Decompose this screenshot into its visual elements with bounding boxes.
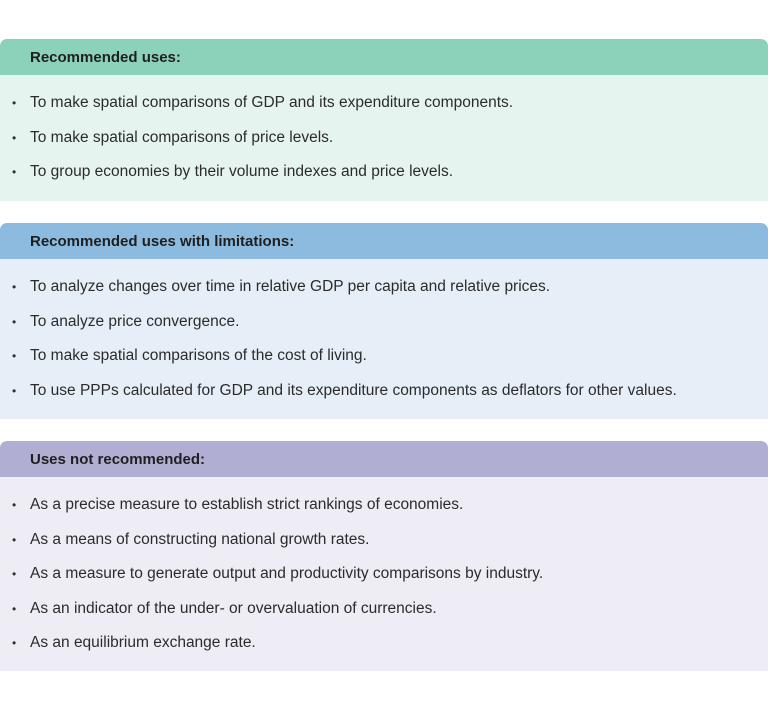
list-item (0, 626, 768, 661)
recommended-uses-panel (0, 39, 768, 201)
list-item (0, 374, 768, 409)
list-item-text: To use PPPs calculated for GDP and its expenditure components as deflators for other values. (30, 381, 677, 399)
bullet-icon: • (12, 165, 17, 180)
bullet-icon: • (12, 383, 17, 398)
list-item-text: To make spatial comparisons of price levels. (30, 128, 334, 146)
recommended-uses-header (0, 39, 768, 75)
list-item (0, 305, 768, 340)
list-item-text: To analyze changes over time in relative GDP per capita and relative prices. (30, 278, 551, 295)
not-recommended-body (0, 477, 768, 671)
recommended-uses-body (0, 75, 768, 201)
section-title: Uses not recommended: (30, 450, 206, 468)
bullet-icon: • (12, 130, 17, 145)
bullet-icon: • (12, 96, 17, 110)
bullet-icon: • (12, 498, 17, 512)
list-item-text: As a precise measure to establish strict rankings of economies. (30, 496, 464, 513)
limited-uses-header (0, 223, 768, 259)
list-item (0, 488, 768, 523)
bullet-list (0, 488, 768, 661)
bullet-icon: • (12, 567, 17, 582)
list-item-text: As a measure to generate output and productivity comparisons by industry. (30, 565, 544, 583)
list-item-text: As a means of constructing national growth rates. (30, 530, 370, 548)
bullet-icon: • (12, 280, 17, 294)
list-item (0, 523, 768, 558)
bullet-icon: • (12, 314, 17, 329)
list-item-text: As an equilibrium exchange rate. (30, 634, 256, 652)
bullet-list (0, 86, 768, 190)
not-recommended-panel (0, 441, 768, 671)
bullet-icon: • (12, 636, 17, 651)
list-item-text: To analyze price convergence. (30, 312, 240, 330)
bullet-icon: • (12, 349, 17, 364)
list-item-text: To make spatial comparisons of GDP and its expenditure components. (30, 94, 514, 111)
limited-uses-panel (0, 223, 768, 419)
bullet-icon: • (12, 532, 17, 547)
bullet-list (0, 270, 768, 408)
not-recommended-header (0, 441, 768, 477)
list-item (0, 86, 768, 121)
list-item (0, 557, 768, 592)
section-title: Recommended uses: (30, 48, 181, 66)
limited-uses-body (0, 259, 768, 419)
list-item (0, 121, 768, 156)
list-item-text: To group economies by their volume indexes and price levels. (30, 163, 454, 181)
list-item (0, 339, 768, 374)
list-item-text: As an indicator of the under- or overvaluation of currencies. (30, 599, 437, 617)
list-item (0, 592, 768, 627)
section-title: Recommended uses with limitations: (30, 232, 295, 250)
list-item (0, 270, 768, 305)
list-item-text: To make spatial comparisons of the cost of living. (30, 347, 367, 365)
bullet-icon: • (12, 601, 17, 616)
list-item (0, 155, 768, 190)
